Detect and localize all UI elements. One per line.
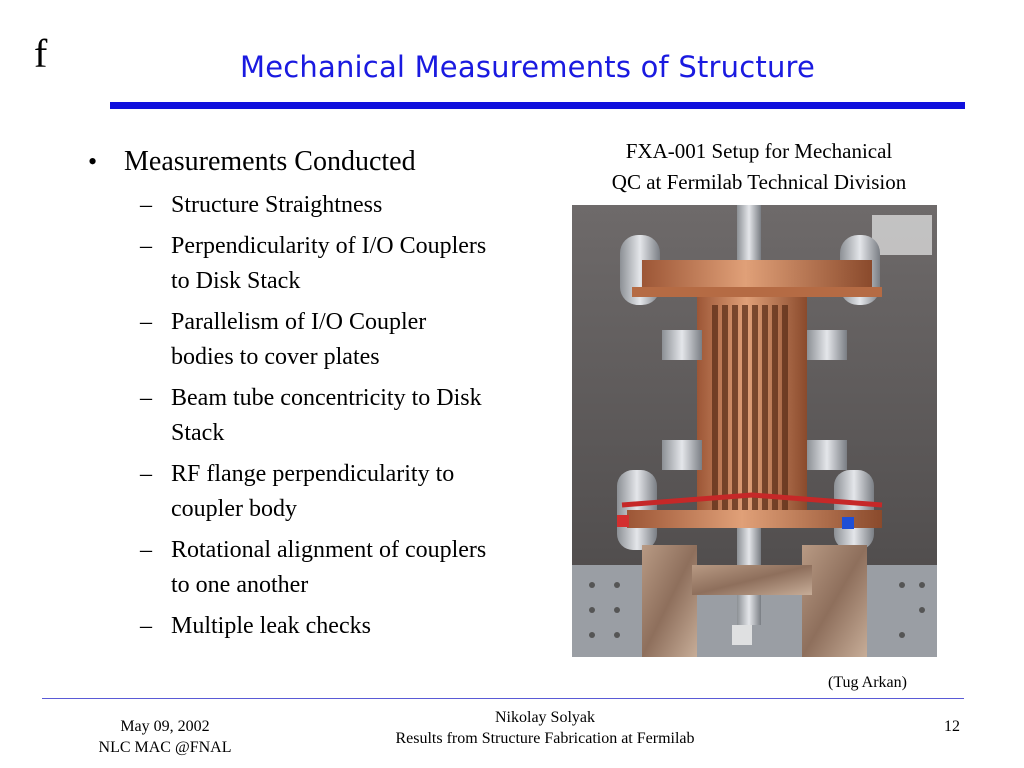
caption-line: FXA-001 Setup for Mechanical [625,139,893,163]
dash-icon: – [140,537,152,563]
sub-bullet [140,188,508,223]
sub-bullet [140,609,508,644]
page-number: 12 [944,718,960,735]
sub-bullet-text: Structure Straightness [171,192,383,218]
sub-bullet [140,381,508,451]
sub-bullet-text: Perpendicularity of I/O Couplers to Disk Stack [171,233,487,294]
caption-line: QC at Fermilab Technical Division [611,170,907,194]
main-bullet-text: Measurements Conducted [124,146,416,177]
structure-setup-photo [572,205,937,657]
sub-bullet [140,457,508,527]
bullet-list [88,146,508,650]
sub-bullet-list [88,188,508,644]
footer-venue: NLC MAC @FNAL [98,739,232,756]
sub-bullet-text: Parallelism of I/O Coupler bodies to cover plates [171,309,427,370]
dash-icon: – [140,385,152,411]
sub-bullet [140,305,508,375]
sub-bullet-text: RF flange perpendicularity to coupler body [171,461,455,522]
footer-divider [42,698,964,699]
sub-bullet [140,533,508,603]
dash-icon: – [140,613,152,639]
footer-left [60,716,270,758]
dash-icon: – [140,233,152,259]
footer-center [340,707,750,749]
fermilab-logo: f [34,31,48,76]
slide-title: Mechanical Measurements of Structure [240,50,816,84]
photo-credit: (Tug Arkan) [828,674,907,691]
sub-bullet [140,229,508,299]
main-bullet [88,146,508,178]
dash-icon: – [140,192,152,218]
footer-author: Nikolay Solyak [495,709,595,726]
sub-bullet-text: Rotational alignment of couplers to one another [171,537,487,598]
footer-talk-title: Results from Structure Fabrication at Fermilab [395,730,695,747]
sub-bullet-text: Beam tube concentricity to Disk Stack [171,385,482,446]
title-divider [110,102,965,109]
dash-icon: – [140,461,152,487]
sub-bullet-text: Multiple leak checks [171,613,371,639]
dash-icon: – [140,309,152,335]
bullet-dot-icon: • [88,147,98,176]
figure-caption [568,136,950,198]
footer-date: May 09, 2002 [120,718,210,735]
